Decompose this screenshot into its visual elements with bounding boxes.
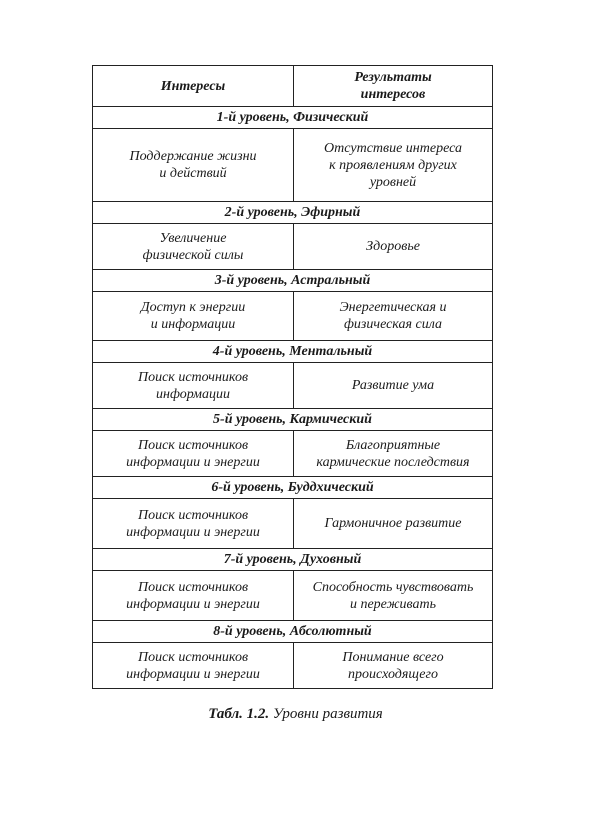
- table-row: [93, 571, 493, 621]
- table-row: [93, 499, 493, 549]
- results-cell: Гармоничное развитие: [294, 499, 493, 549]
- table-row: [93, 224, 493, 270]
- interests-cell: Поддержание жизни и действий: [93, 129, 294, 202]
- level-title: 6-й уровень, Буддхический: [93, 477, 493, 499]
- results-cell: Благоприятные кармические последствия: [294, 431, 493, 477]
- results-cell: Здоровье: [294, 224, 493, 270]
- interests-cell: Поиск источников информации: [93, 363, 294, 409]
- caption-label: Табл. 1.2.: [208, 706, 270, 722]
- level-title-row: [93, 549, 493, 571]
- header-interests: Интересы: [93, 66, 294, 107]
- interests-cell: Доступ к энергии и информации: [93, 292, 294, 341]
- level-title-row: [93, 107, 493, 129]
- results-cell: Энергетическая и физическая сила: [294, 292, 493, 341]
- level-title: 5-й уровень, Кармический: [93, 409, 493, 431]
- level-title-row: [93, 409, 493, 431]
- level-title: 3-й уровень, Астральный: [93, 270, 493, 292]
- interests-cell: Увеличение физической силы: [93, 224, 294, 270]
- interests-cell: Поиск источников информации и энергии: [93, 643, 294, 689]
- table-row: [93, 292, 493, 341]
- level-title: 4-й уровень, Ментальный: [93, 341, 493, 363]
- table-header-row: [93, 66, 493, 107]
- table-row: [93, 129, 493, 202]
- level-title-row: [93, 202, 493, 224]
- levels-table: [92, 65, 493, 689]
- level-title: 7-й уровень, Духовный: [93, 549, 493, 571]
- table-row: [93, 363, 493, 409]
- results-cell: Развитие ума: [294, 363, 493, 409]
- level-title-row: [93, 341, 493, 363]
- table-row: [93, 643, 493, 689]
- table-row: [93, 431, 493, 477]
- header-results: Результаты интересов: [294, 66, 493, 107]
- caption-text: Уровни развития: [272, 706, 383, 722]
- level-title: 1-й уровень, Физический: [93, 107, 493, 129]
- interests-cell: Поиск источников информации и энергии: [93, 499, 294, 549]
- level-title: 2-й уровень, Эфирный: [93, 202, 493, 224]
- level-title-row: [93, 621, 493, 643]
- results-cell: Понимание всего происходящего: [294, 643, 493, 689]
- results-cell: Отсутствие интереса к проявлениям других уровней: [294, 129, 493, 202]
- level-title: 8-й уровень, Абсолютный: [93, 621, 493, 643]
- interests-cell: Поиск источников информации и энергии: [93, 571, 294, 621]
- level-title-row: [93, 477, 493, 499]
- table-caption: [0, 705, 591, 723]
- level-title-row: [93, 270, 493, 292]
- results-cell: Способность чувствовать и переживать: [294, 571, 493, 621]
- interests-cell: Поиск источников информации и энергии: [93, 431, 294, 477]
